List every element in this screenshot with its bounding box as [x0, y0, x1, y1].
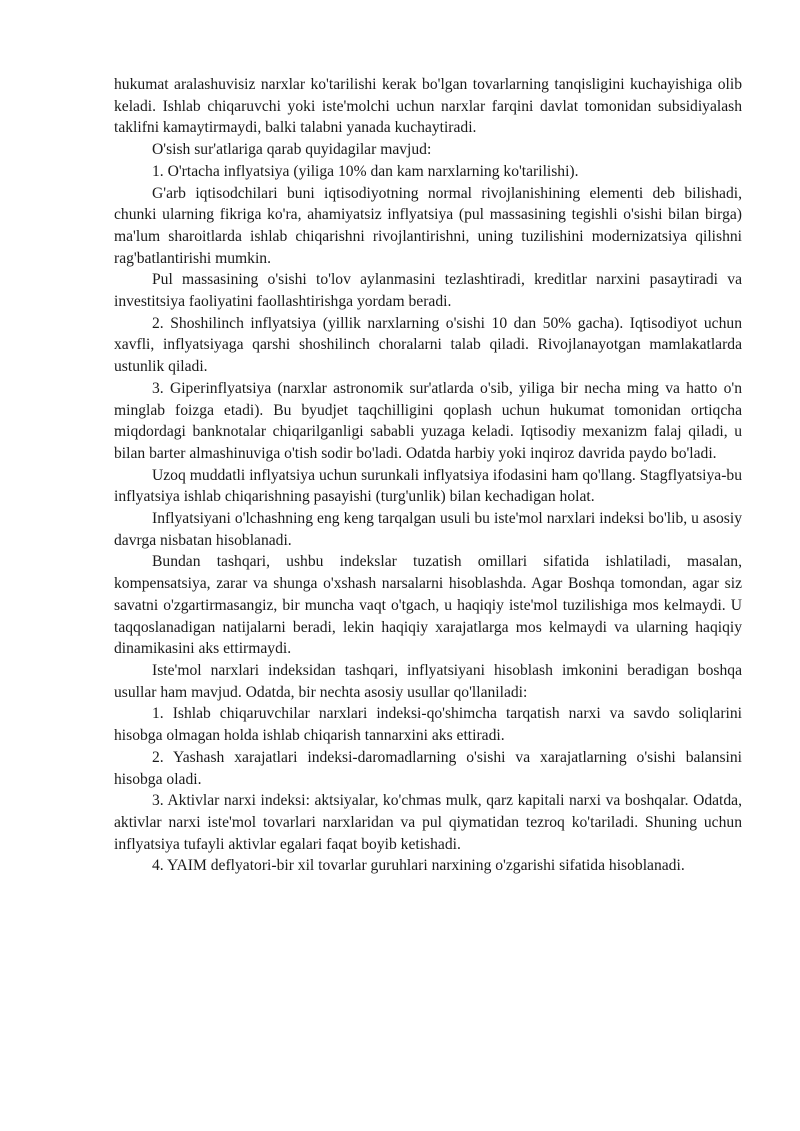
- document-page: [114, 74, 742, 877]
- paragraph-correction-factors: Bundan tashqari, ushbu indekslar tuzatish omillari sifatida ishlatiladi, masalan, kompensatsiya, zarar va shunga o'xshash narsalarni hisoblashda. Agar Boshqa tomondan, agar siz savatni o'zgartirmasangiz, bir muncha vaqt o'tgach, u haqiqiy iste'mol tuzilishiga mos kelmaydi. U taqqoslanadigan natijalarni beradi, lekin haqiqiy xarajatlarga mos kelmaydi va ularning haqiqiy dinamikasini aks ettirmaydi.: [114, 553, 742, 658]
- paragraph-cpi: Inflyatsiyani o'lchashning eng keng tarqalgan usuli bu iste'mol narxlari indeksi bo'lib, u asosiy davrga nisbatan hisoblanadi.: [114, 510, 742, 549]
- paragraph-cost-of-living: 2. Yashash xarajatlari indeksi-daromadlarning o'sishi va xarajatlarning o'sishi balansini hisobga oladi.: [114, 748, 742, 788]
- paragraph-galloping-inflation: 2. Shoshilinch inflyatsiya (yillik narxlarning o'sishi 10 dan 50% gacha). Iqtisodiyot uchun xavfli, inflyatsiyaga qarshi shoshilinch choralarni talab qiladi. Rivojlanayotgan mamlakatlarda ustunlik qiladi.: [114, 314, 742, 376]
- paragraph-gdp-deflator: 4. YAIM deflyatori-bir xil tovarlar guruhlari narxining o'zgarishi sifatida hisoblanadi.: [152, 857, 685, 875]
- paragraph-moderate-inflation: 1. O'rtacha inflyatsiya (yiliga 10% dan kam narxlarning ko'tarilishi).: [152, 162, 579, 180]
- paragraph-ppi: 1. Ishlab chiqaruvchilar narxlari indeksi-qo'shimcha tarqatish narxi va savdo soliqlarini hisobga olmagan holda ishlab chiqarish tannarxini aks ettiradi.: [114, 705, 742, 745]
- paragraph-money-supply: Pul massasining o'sishi to'lov aylanmasini tezlashtiradi, kreditlar narxini pasaytiradi va investitsiya faoliyatini faollashtirishga yordam beradi.: [114, 271, 742, 311]
- paragraph-hyperinflation: 3. Giperinflyatsiya (narxlar astronomik sur'atlarda o'sib, yiliga bir necha ming va hatto o'n minglab foizga etadi). Bu byudjet taqchilligini qoplash uchun hukumat tomonidan ortiqcha miqdordagi banknotalar chiqarilganligi sababli yuzaga keladi. Iqtisodiy mexanizm falaj qiladi, u bilan barter almashinuviga o'tish sodir bo'ladi. Odatda harbiy yoki inqiroz davrida paydo bo'ladi.: [114, 379, 742, 462]
- paragraph-stagflation: Uzoq muddatli inflyatsiya uchun surunkali inflyatsiya ifodasini ham qo'llang. Stagflyatsiya-bu inflyatsiya ishlab chiqarishning pasayishi (turg'unlik) bilan kechadigan holat.: [114, 466, 742, 506]
- paragraph-western-economists: G'arb iqtisodchilari buni iqtisodiyotning normal rivojlanishining elementi deb bilishadi, chunki ularning fikriga ko'ra, ahamiyatsiz inflyatsiya (pul massasining tegishli o'sishi bilan birga) ma'lum sharoitlarda ishlab chiqarishni rivojlantirishni, uning tuzilishini modernizatsiya qilishni rag'batlantirishi mumkin.: [114, 184, 742, 267]
- paragraph-growth-rates-intro: O'sish sur'atlariga qarab quyidagilar mavjud:: [152, 141, 432, 159]
- paragraph-asset-price-index: 3. Aktivlar narxi indeksi: aktsiyalar, ko'chmas mulk, qarz kapitali narxi va boshqalar. Odatda, aktivlar narxi iste'mol tovarlari narxlaridan va pul qiymatidan tezroq ko'tariladi. Shuning uchun inflyatsiya tufayli aktivlar egalari faqat boyib ketishadi.: [114, 792, 742, 853]
- paragraph-continuation: hukumat aralashuvisiz narxlar ko'tarilishi kerak bo'lgan tovarlarning tanqisligini kuchayishiga olib keladi. Ishlab chiqaruvchi yoki iste'molchi uchun narxlar farqini davlat tomonidan subsidiyalash taklifni kamaytirmaydi, balki talabni yanada kuchaytiradi.: [114, 76, 742, 137]
- paragraph-other-methods: Iste'mol narxlari indeksidan tashqari, inflyatsiyani hisoblash imkonini beradigan boshqa usullar ham mavjud. Odatda, bir nechta asosiy usullar qo'llaniladi:: [114, 661, 742, 701]
